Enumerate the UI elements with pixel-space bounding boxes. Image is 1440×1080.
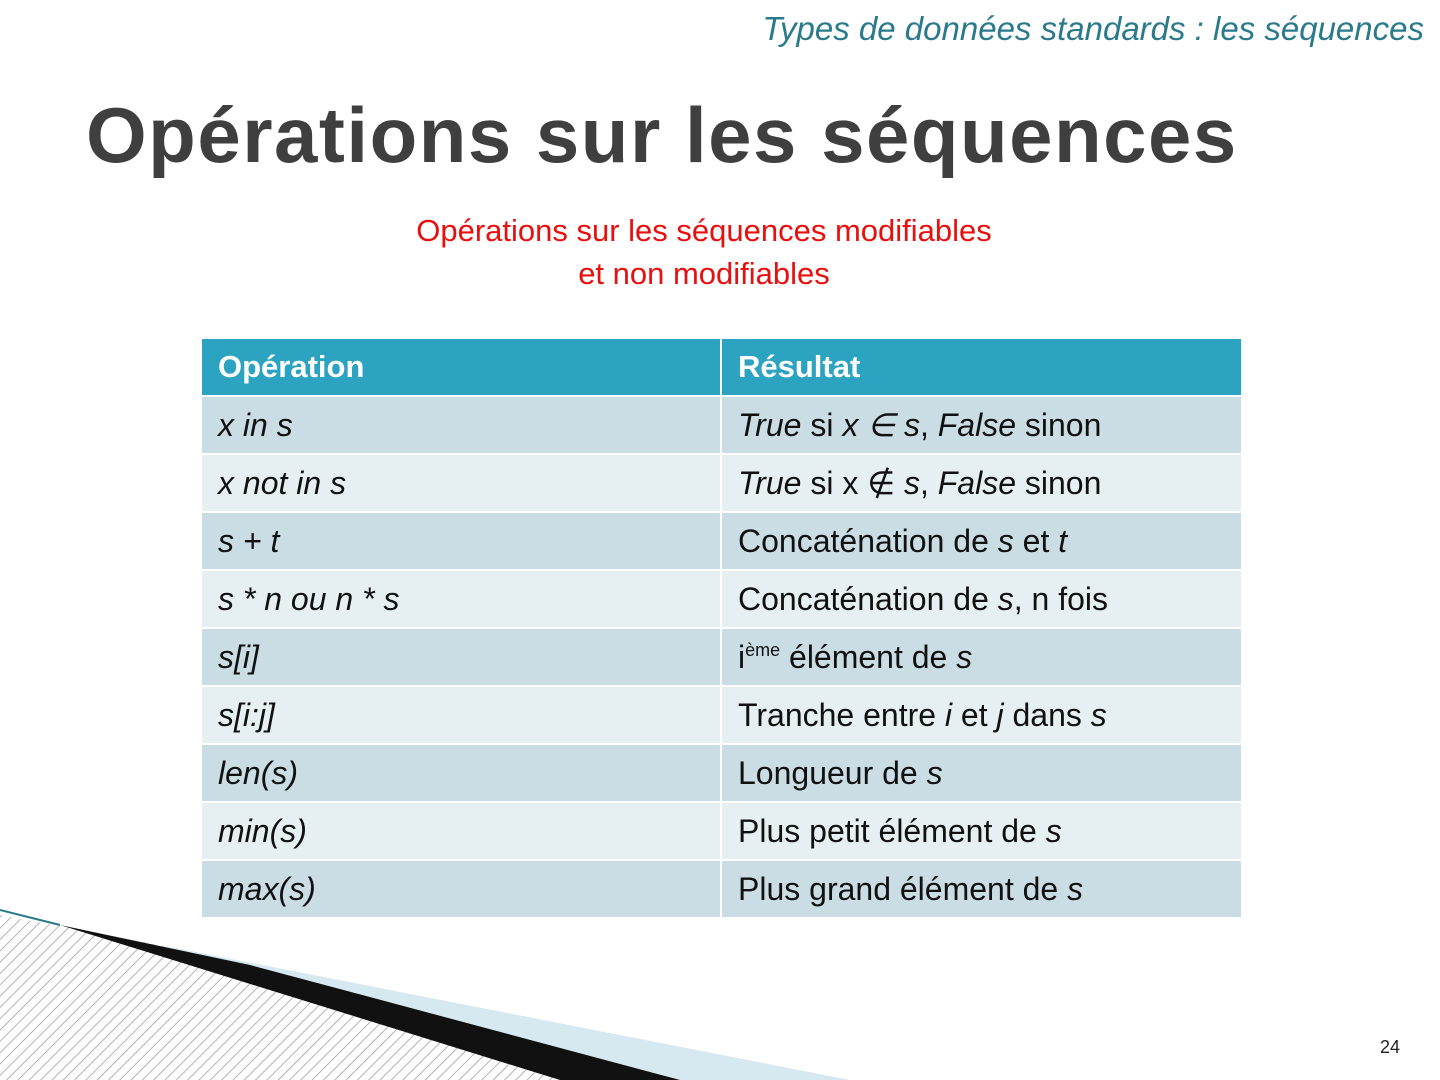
result-text-segment: Concaténation de <box>738 580 998 617</box>
result-text-segment: s <box>997 580 1014 617</box>
result-text-segment: s <box>1045 812 1062 849</box>
section-title: Types de données standards : les séquences <box>762 10 1424 47</box>
result-text-segment: True <box>738 407 802 443</box>
result-text-segment: et <box>1013 522 1059 559</box>
table-row <box>201 860 1242 918</box>
result-text-segment: s <box>926 754 943 791</box>
result-text-segment: Tranche entre <box>738 696 945 733</box>
result-text-segment: élément de <box>780 638 957 675</box>
result-cell <box>721 396 1242 454</box>
result-text-segment: s <box>903 465 920 501</box>
result-text-segment: True <box>738 465 802 501</box>
operation-cell: s[i] <box>201 628 721 686</box>
table-row <box>201 744 1242 802</box>
table-row <box>201 454 1242 512</box>
result-cell <box>721 454 1242 512</box>
result-text-segment: Concaténation de <box>738 522 998 559</box>
subtitle-line-1: Opérations sur les séquences modifiables <box>416 213 992 248</box>
result-cell <box>721 744 1242 802</box>
result-text-segment: s <box>1090 696 1107 733</box>
table-row <box>201 686 1242 744</box>
operation-cell: s + t <box>201 512 721 570</box>
operation-cell: max(s) <box>201 860 721 918</box>
operation-cell: x in s <box>201 396 721 454</box>
operation-cell: len(s) <box>201 744 721 802</box>
operations-table <box>200 337 1243 919</box>
table-row <box>201 802 1242 860</box>
result-text-segment: , <box>919 407 938 443</box>
result-text-segment: s <box>997 522 1014 559</box>
result-text-segment: Longueur de <box>738 754 927 791</box>
page-number: 24 <box>1379 1037 1400 1057</box>
table-row <box>201 396 1242 454</box>
operation-cell: min(s) <box>201 802 721 860</box>
result-text-segment: dans <box>1003 696 1091 733</box>
result-cell <box>721 860 1242 918</box>
result-text-segment: Plus grand élément de <box>738 870 1068 907</box>
result-text-segment: False <box>937 407 1016 443</box>
table-row <box>201 628 1242 686</box>
result-text-segment: si <box>801 407 843 443</box>
result-text-segment: , <box>919 465 938 501</box>
slide-title: Opérations sur les séquences <box>86 91 1238 179</box>
result-text-segment: i <box>738 638 746 675</box>
column-header-result: Résultat <box>721 338 1242 396</box>
operation-cell: s[i:j] <box>201 686 721 744</box>
subtitle-line-2: et non modifiables <box>578 256 830 291</box>
result-text-segment: x ∈ s <box>842 407 920 443</box>
operation-cell: x not in s <box>201 454 721 512</box>
result-text-segment: t <box>1058 522 1068 559</box>
result-cell <box>721 802 1242 860</box>
result-text-segment: sinon <box>1016 407 1102 443</box>
result-text-segment: j <box>996 696 1004 733</box>
result-cell <box>721 512 1242 570</box>
result-text-segment: False <box>937 465 1016 501</box>
table-body <box>201 396 1242 918</box>
result-cell <box>721 570 1242 628</box>
result-cell <box>721 628 1242 686</box>
result-text-segment: Plus petit élément de <box>738 812 1046 849</box>
result-cell <box>721 686 1242 744</box>
result-text-segment: s <box>956 638 973 675</box>
result-text-segment: si x ∉ <box>801 465 904 501</box>
result-text-segment: sinon <box>1016 465 1102 501</box>
result-text-segment: et <box>952 696 997 733</box>
result-text-segment: ème <box>745 639 781 660</box>
table-header-row <box>201 338 1242 396</box>
slide-subtitle <box>0 209 1408 295</box>
result-text-segment: i <box>944 696 953 733</box>
table-row <box>201 512 1242 570</box>
column-header-operation: Opération <box>201 338 721 396</box>
table-row <box>201 570 1242 628</box>
result-text-segment: , n fois <box>1013 580 1109 617</box>
operation-cell: s * n ou n * s <box>201 570 721 628</box>
result-text-segment: s <box>1067 870 1084 907</box>
